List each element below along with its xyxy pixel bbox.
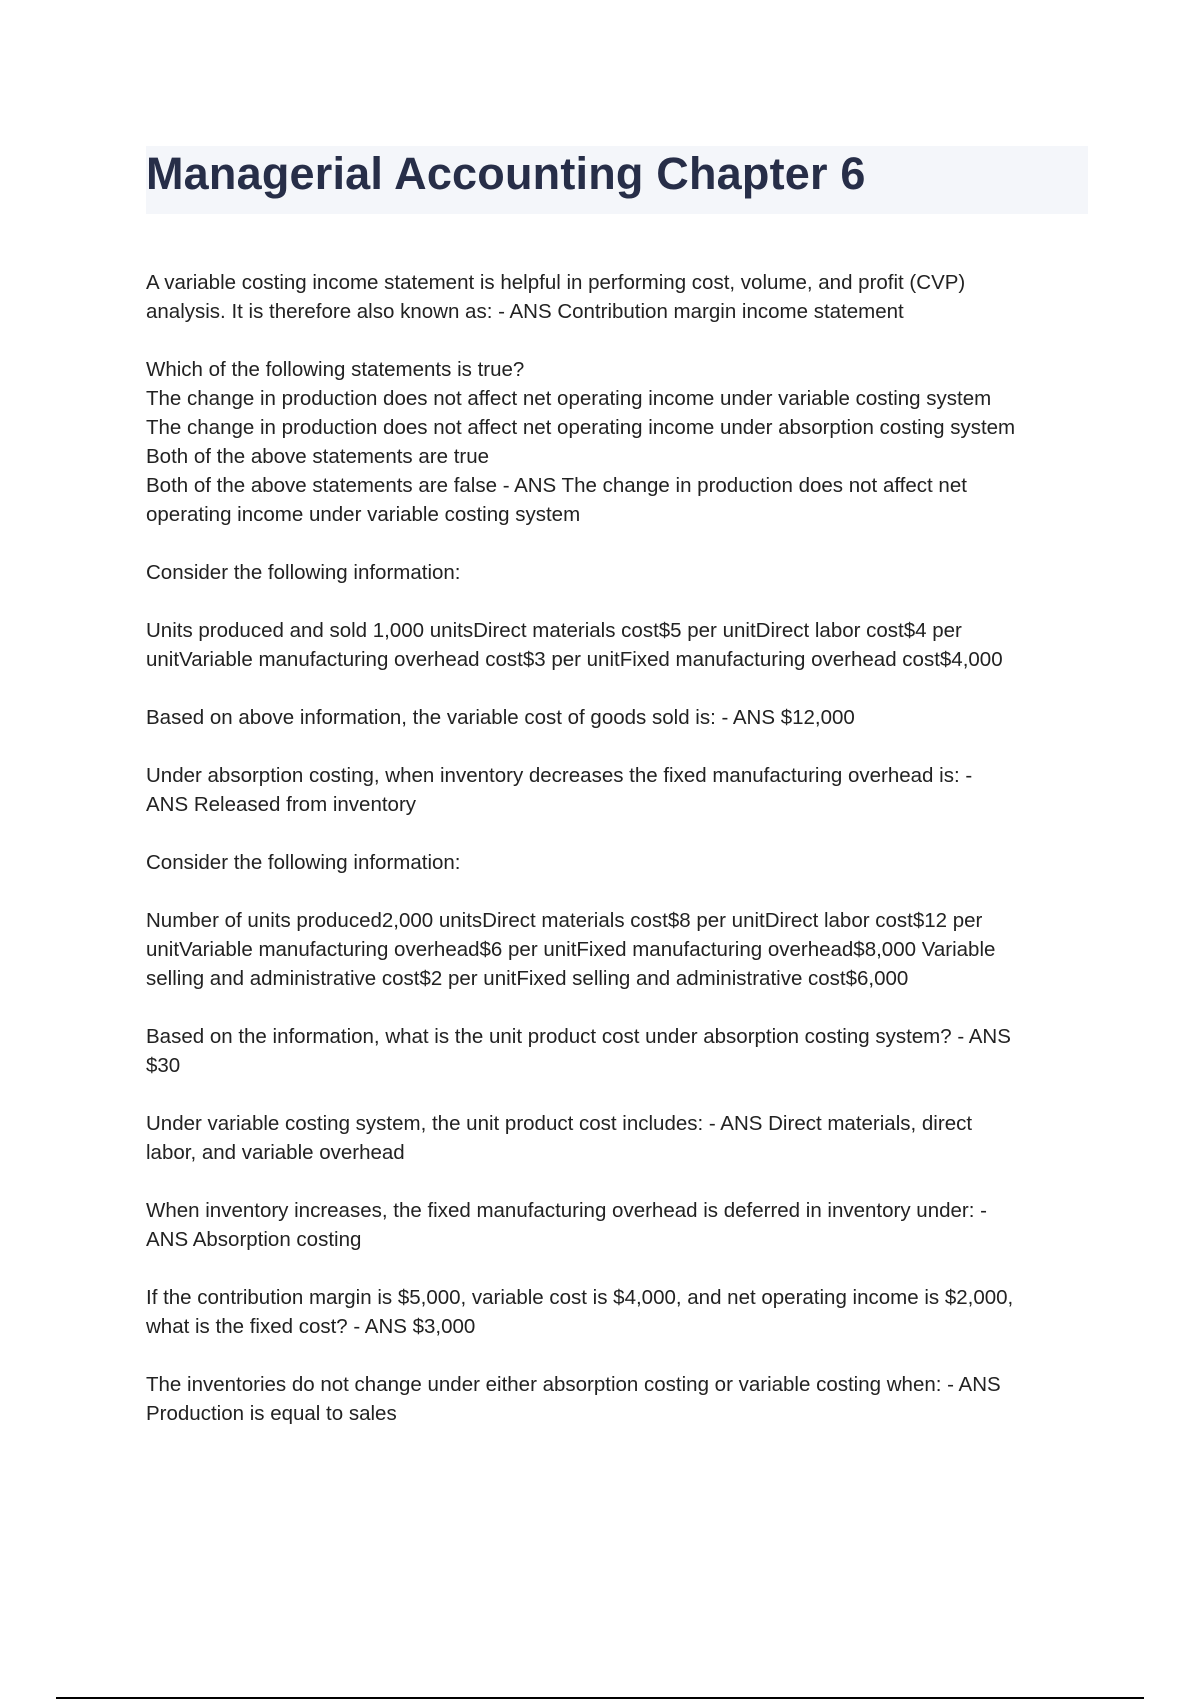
text-line: Consider the following information:	[146, 561, 461, 584]
text-line: ANS Absorption costing	[146, 1228, 362, 1251]
qa-paragraph	[146, 1196, 1096, 1254]
qa-paragraph	[146, 616, 1096, 674]
qa-paragraph	[146, 268, 1096, 326]
text-line: Both of the above statements are false - ANS The change in production does not affect net	[146, 474, 967, 497]
text-line: The change in production does not affect net operating income under variable costing system	[146, 387, 992, 410]
qa-paragraph	[146, 1022, 1096, 1080]
text-line: analysis. It is therefore also known as: - ANS Contribution margin income statement	[146, 300, 904, 323]
text-line: Based on above information, the variable cost of goods sold is: - ANS $12,000	[146, 706, 855, 729]
qa-paragraph	[146, 703, 1096, 732]
text-line: Both of the above statements are true	[146, 445, 490, 468]
qa-paragraph	[146, 355, 1096, 529]
text-line: selling and administrative cost$2 per unitFixed selling and administrative cost$6,000	[146, 967, 909, 990]
text-line: unitVariable manufacturing overhead cost$3 per unitFixed manufacturing overhead cost$4,000	[146, 648, 1003, 671]
qa-paragraph	[146, 1370, 1096, 1428]
text-line: A variable costing income statement is helpful in performing cost, volume, and profit (CVP)	[146, 271, 966, 294]
text-line: Consider the following information:	[146, 851, 461, 874]
footer-rule	[56, 1697, 1144, 1699]
qa-paragraph	[146, 848, 1096, 877]
text-line: labor, and variable overhead	[146, 1141, 405, 1164]
document-title: Managerial Accounting Chapter 6	[146, 148, 866, 199]
qa-paragraph	[146, 906, 1096, 993]
text-line: Number of units produced2,000 unitsDirect materials cost$8 per unitDirect labor cost$12 per	[146, 909, 983, 932]
qa-paragraph	[146, 761, 1096, 819]
text-line: Units produced and sold 1,000 unitsDirect materials cost$5 per unitDirect labor cost$4 per	[146, 619, 962, 642]
text-line: Production is equal to sales	[146, 1402, 397, 1425]
qa-paragraph	[146, 1283, 1096, 1341]
text-line: operating income under variable costing system	[146, 503, 581, 526]
text-line: If the contribution margin is $5,000, variable cost is $4,000, and net operating income is $2,000,	[146, 1286, 1014, 1309]
text-line: unitVariable manufacturing overhead$6 per unitFixed manufacturing overhead$8,000 Variable	[146, 938, 996, 961]
text-line: $30	[146, 1054, 181, 1077]
text-line: what is the fixed cost? - ANS $3,000	[146, 1315, 476, 1338]
text-line: ANS Released from inventory	[146, 793, 417, 816]
qa-paragraph	[146, 558, 1096, 587]
qa-paragraph	[146, 1109, 1096, 1167]
text-line: The inventories do not change under either absorption costing or variable costing when: - ANS	[146, 1373, 1001, 1396]
text-line: Under absorption costing, when inventory decreases the fixed manufacturing overhead is: -	[146, 764, 973, 787]
text-line: When inventory increases, the fixed manufacturing overhead is deferred in inventory under: -	[146, 1199, 987, 1222]
qa-content	[146, 268, 1096, 1457]
text-line: Under variable costing system, the unit product cost includes: - ANS Direct materials, direct	[146, 1112, 973, 1135]
text-line: The change in production does not affect net operating income under absorption costing system	[146, 416, 1016, 439]
text-line: Which of the following statements is true?	[146, 358, 525, 381]
text-line: Based on the information, what is the unit product cost under absorption costing system? - ANS	[146, 1025, 1011, 1048]
